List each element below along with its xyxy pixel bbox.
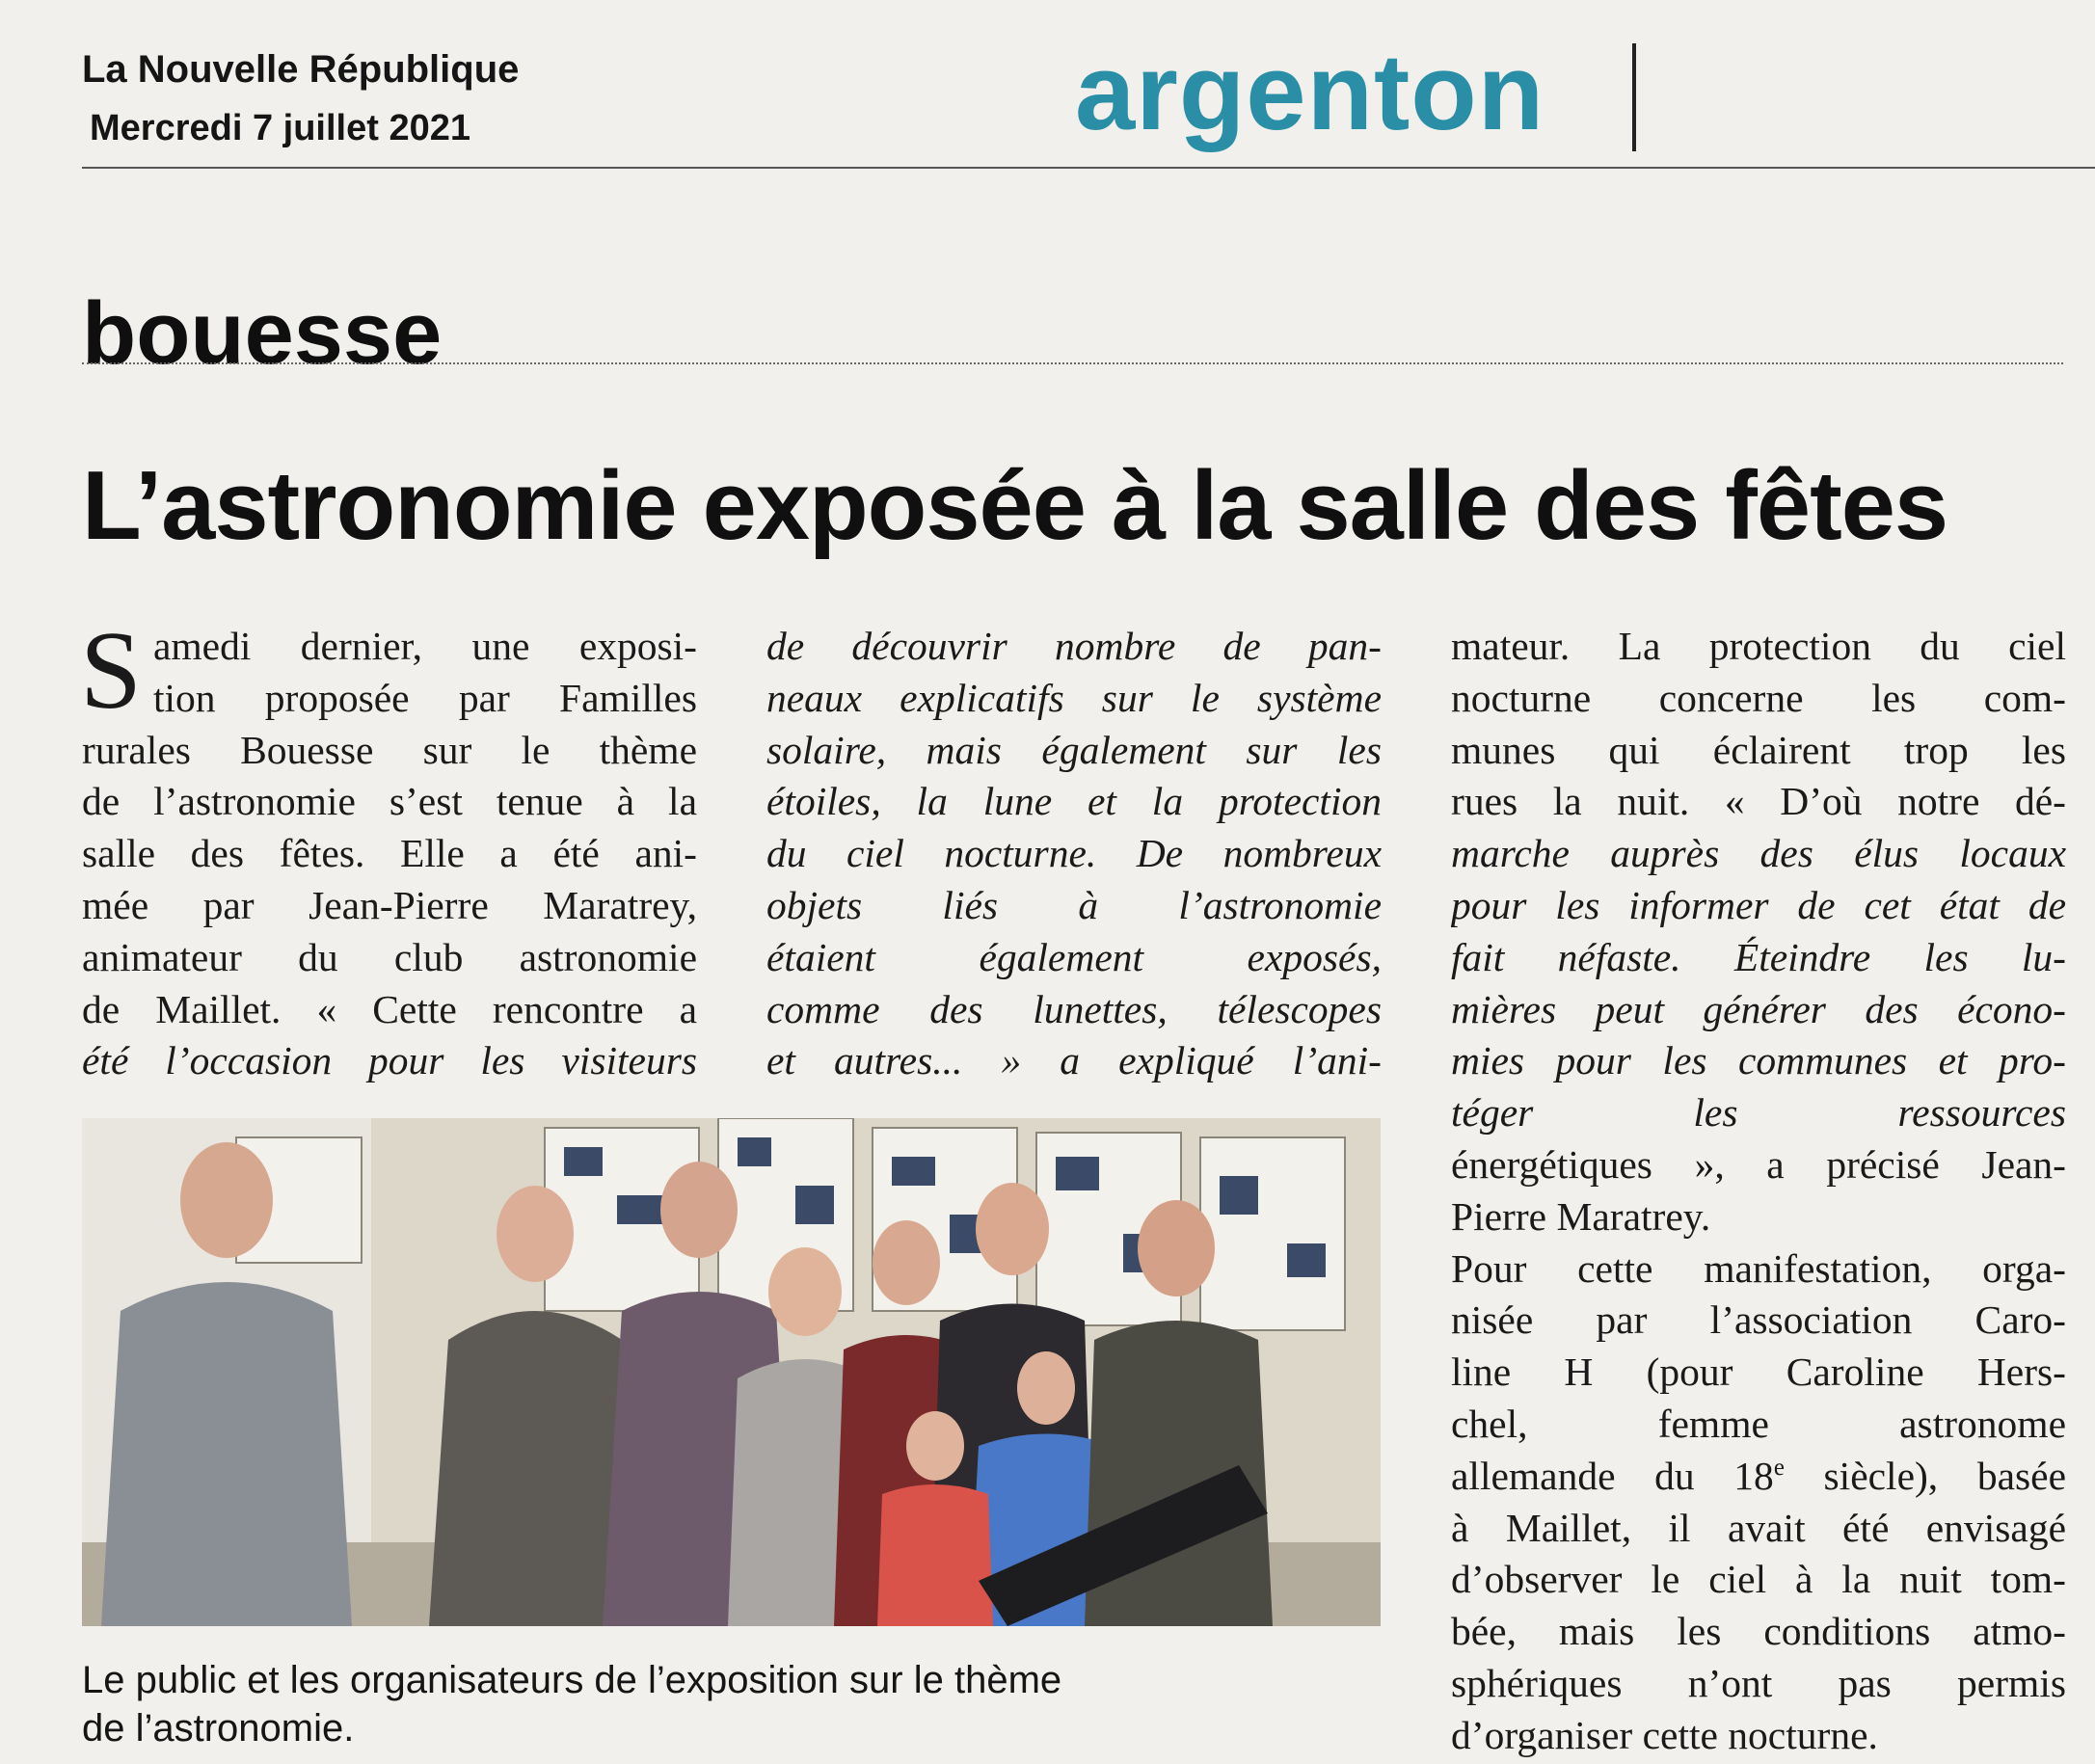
column-line: rues la nuit. « D’où notre dé-: [1451, 779, 2066, 824]
newspaper-name: La Nouvelle République: [82, 48, 520, 91]
column-line: munes qui éclairent trop les: [1451, 727, 2066, 772]
column-line: line H (pour Caroline Hers-: [1451, 1350, 2066, 1395]
column-line: comme des lunettes, télescopes: [766, 986, 1382, 1031]
drop-cap: S: [80, 609, 142, 732]
line-part: siècle), basée: [1784, 1453, 2066, 1498]
photo-caption: [82, 1656, 1393, 1752]
column-line: nisée par l’association Caro-: [1451, 1297, 2066, 1343]
column-line: et autres... » a expliqué l’ani-: [766, 1038, 1382, 1083]
photo-illustration: [82, 1118, 1381, 1626]
column-line: de découvrir nombre de pan-: [766, 624, 1382, 668]
column-line: chel, femme astronome: [1451, 1401, 2066, 1446]
column-line: du ciel nocturne. De nombreux: [766, 831, 1382, 876]
column-line: téger les ressources: [1451, 1090, 2066, 1136]
masthead-rule: [82, 167, 2095, 169]
article-headline: L’astronomie exposée à la salle des fêtes: [82, 452, 1948, 560]
column-line: objets liés à l’astronomie: [766, 882, 1382, 927]
column-line: mières peut générer des écono-: [1451, 986, 2066, 1031]
column-line: nocturne concerne les com-: [1451, 675, 2066, 720]
column-line: de Maillet. « Cette rencontre a: [82, 986, 697, 1031]
column-line: bée, mais les conditions atmo-: [1451, 1609, 2066, 1654]
line-part: allemande du 18: [1451, 1453, 1774, 1498]
column-line: tion proposée par Familles: [152, 675, 697, 720]
locality-rule: [82, 362, 2063, 364]
caption-line: Le public et les organisateurs de l’exposition sur le thème: [82, 1659, 1062, 1701]
column-line: été l’occasion pour les visiteurs: [82, 1038, 697, 1083]
column-line: énergétiques », a précisé Jean-: [1451, 1141, 2066, 1187]
column-line: salle des fêtes. Elle a été ani-: [82, 831, 697, 876]
superscript: e: [1773, 1454, 1785, 1481]
article-column-1: [80, 609, 697, 1087]
column-line: de l’astronomie s’est tenue à la: [82, 779, 697, 824]
article-column-3: [1451, 621, 2066, 1762]
column-line: mies pour les communes et pro-: [1451, 1038, 2066, 1083]
article-photo: [82, 1118, 1381, 1626]
column-line: à Maillet, il avait été envisagé: [1451, 1505, 2066, 1550]
column-line: pour les informer de cet état de: [1451, 882, 2066, 927]
column-line: [1451, 1451, 2066, 1503]
publication-date: Mercredi 7 juillet 2021: [90, 108, 470, 148]
column-line: rurales Bouesse sur le thème: [82, 727, 697, 772]
column-line: Pour cette manifestation, orga-: [1451, 1245, 2066, 1291]
locality-heading: bouesse: [82, 284, 443, 383]
column-line: neaux explicatifs sur le système: [766, 675, 1382, 720]
masthead-divider: [1632, 43, 1636, 151]
column-line: marche auprès des élus locaux: [1451, 831, 2066, 876]
column-line: étoiles, la lune et la protection: [766, 779, 1382, 824]
column-line: d’organiser cette nocturne.: [1451, 1712, 1878, 1757]
column-line: sphériques n’ont pas permis: [1451, 1660, 2066, 1705]
column-line: étaient également exposés,: [766, 934, 1382, 979]
column-line: d’observer le ciel à la nuit tom-: [1451, 1557, 2066, 1602]
column-line: animateur du club astronomie: [82, 934, 697, 979]
column-line: mateur. La protection du ciel: [1451, 624, 2066, 668]
caption-line: de l’astronomie.: [82, 1707, 355, 1750]
column-line: Pierre Maratrey.: [1451, 1193, 1711, 1239]
column-line: fait néfaste. Éteindre les lu-: [1451, 934, 2066, 979]
column-line: amedi dernier, une exposi-: [152, 624, 697, 668]
article-column-2: [766, 621, 1382, 1087]
column-line: solaire, mais également sur les: [766, 727, 1382, 772]
column-line: mée par Jean-Pierre Maratrey,: [82, 882, 697, 927]
section-title: argenton: [1075, 32, 1545, 152]
